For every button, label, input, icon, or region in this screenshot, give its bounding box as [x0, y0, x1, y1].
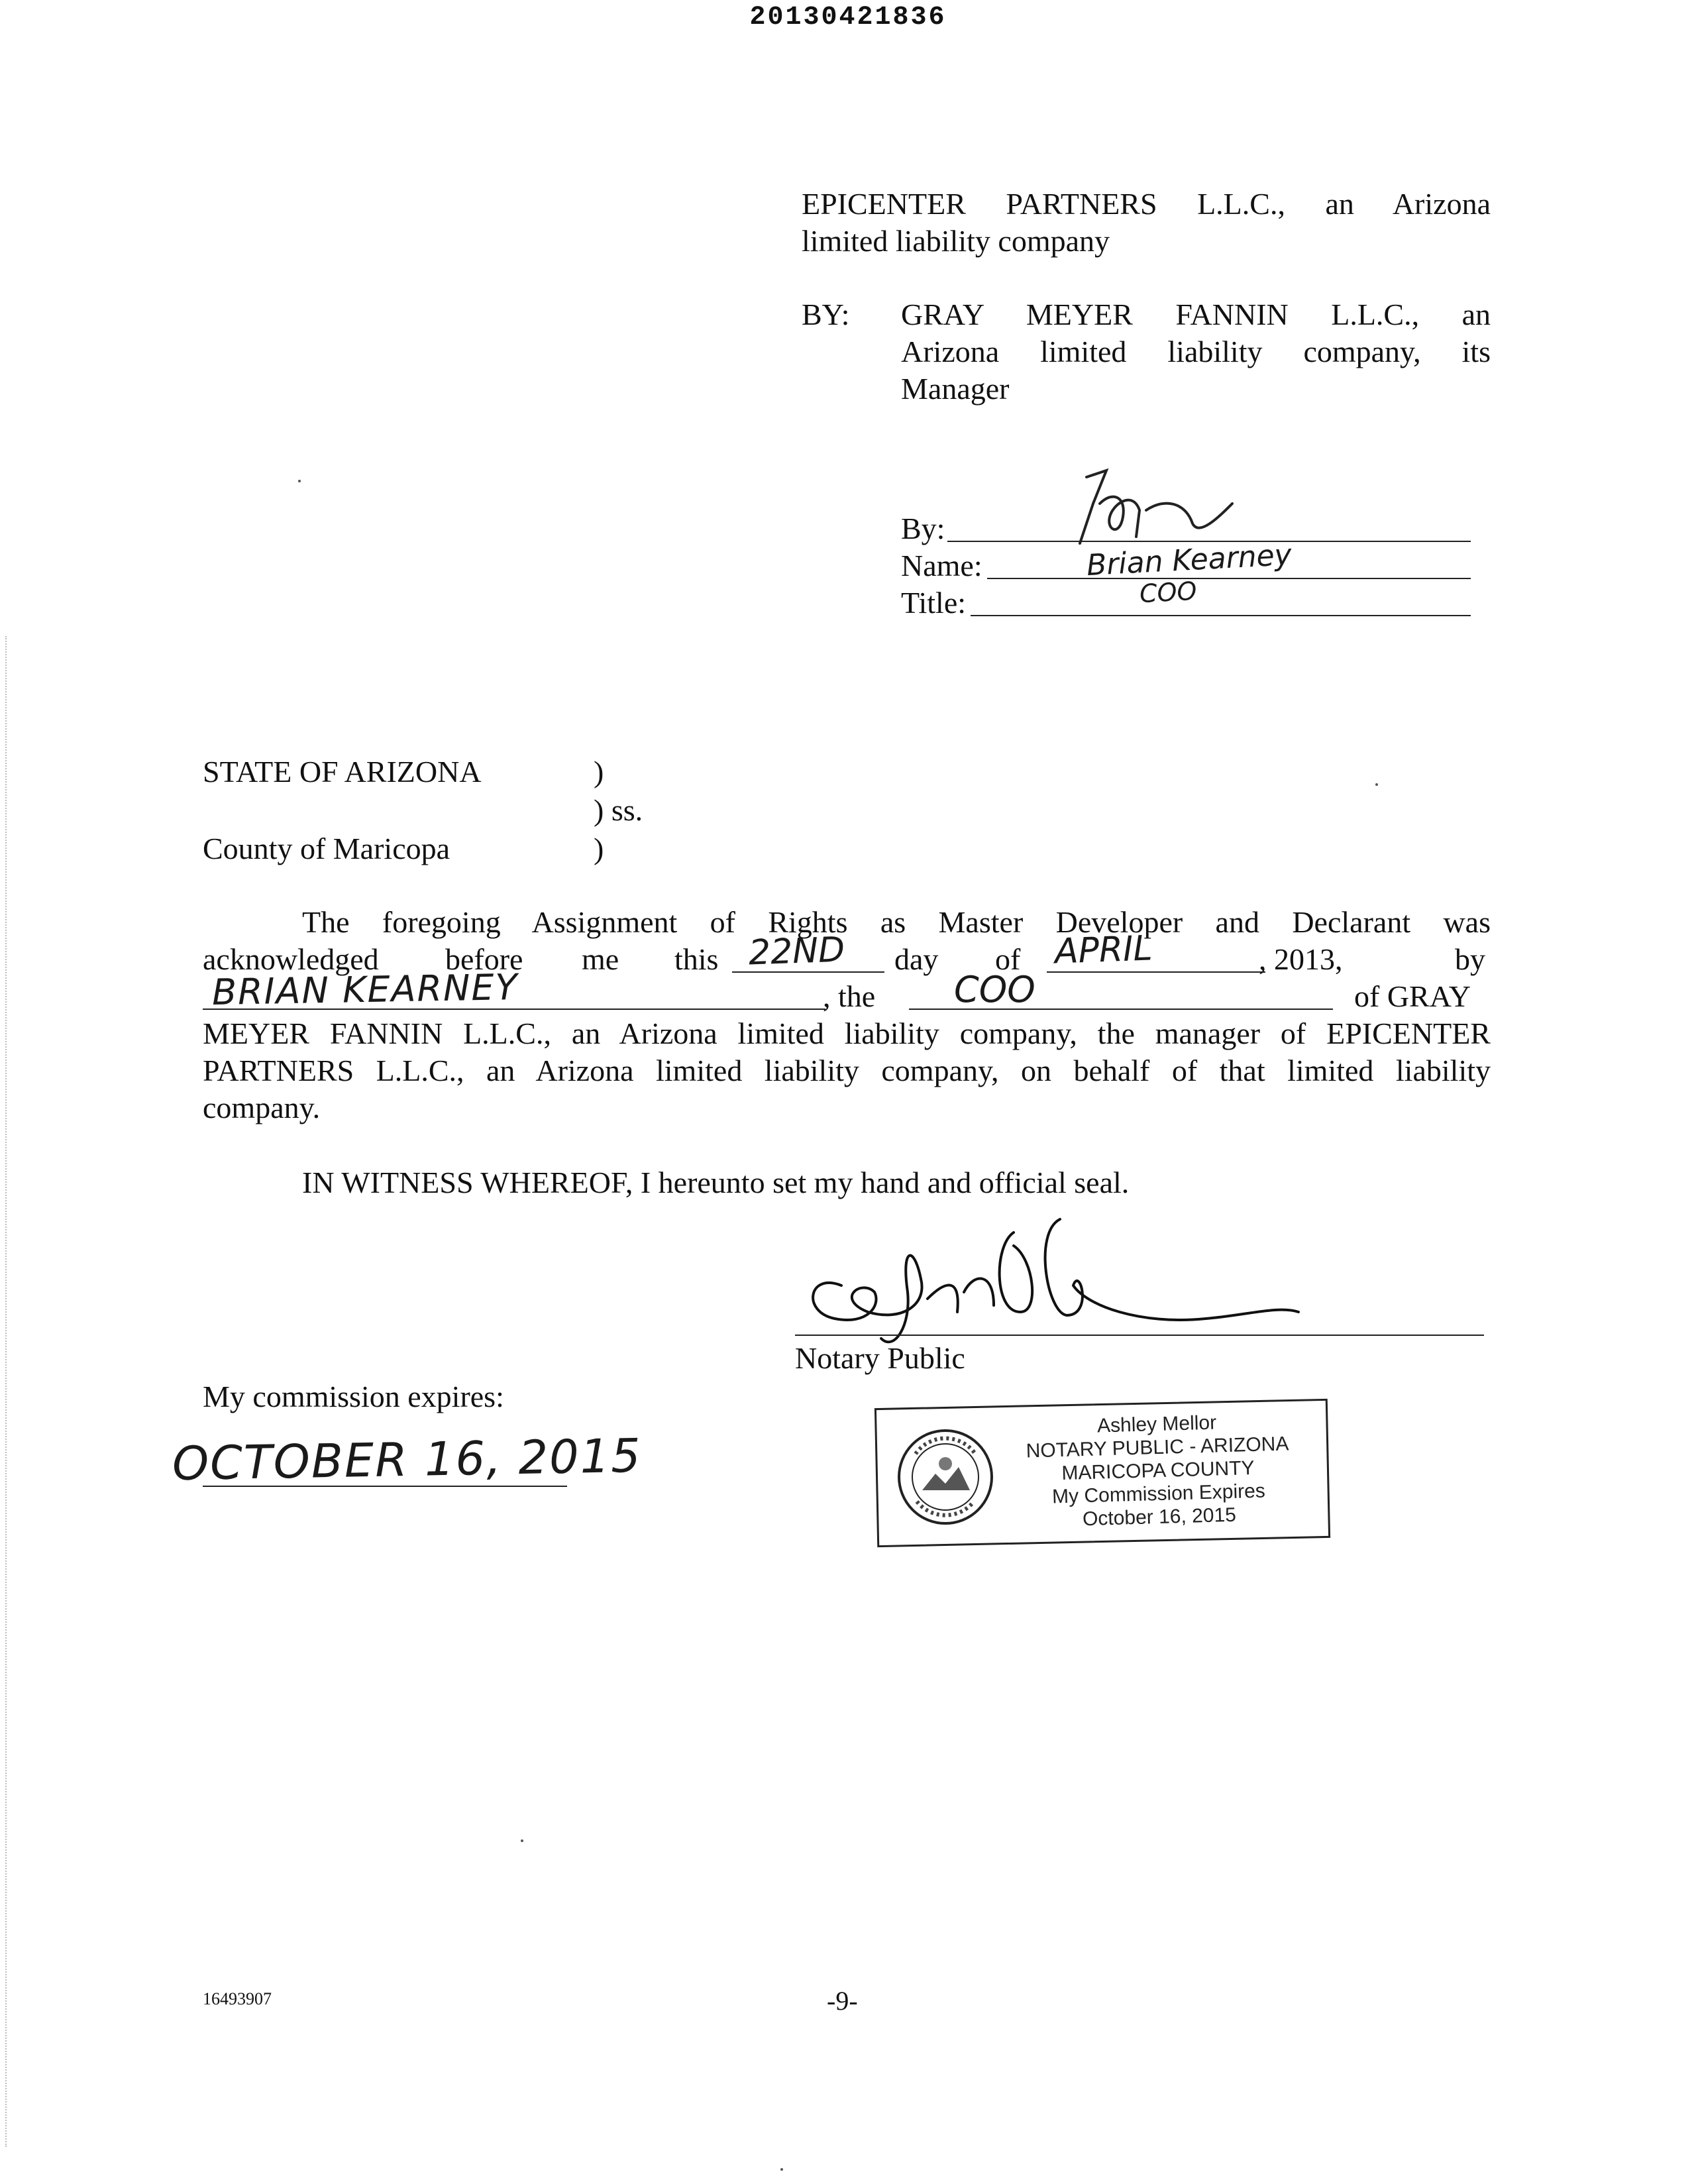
witness-clause: IN WITNESS WHEREOF, I hereunto set my hand and official seal. [302, 1166, 1130, 1199]
entity-name-line2: limited liability company [802, 224, 1110, 258]
ack-line6: company. [203, 1091, 321, 1124]
ack-word-by: by [1455, 942, 1485, 976]
commission-expires-label: My commission expires: [203, 1380, 504, 1413]
notary-stamp [876, 1403, 1329, 1543]
stamp-line4: My Commission Expires [1051, 1480, 1266, 1508]
notary-public-label: Notary Public [795, 1341, 965, 1375]
ack-word-of: of [995, 942, 1021, 976]
stamp-line2: NOTARY PUBLIC - ARIZONA [1026, 1433, 1289, 1462]
by-label: BY: [802, 298, 850, 331]
footer-page-number: -9- [827, 1986, 858, 2016]
title-line [971, 615, 1471, 616]
commission-expires-handwritten: OCTOBER 16, 2015 [172, 1428, 643, 1492]
venue-county: County of Maricopa [203, 832, 450, 865]
ack-word-me: me [582, 942, 619, 976]
scan-speck [521, 1839, 523, 1842]
manager-line3: Manager [901, 372, 1010, 406]
name-field-label: Name: [901, 549, 982, 582]
manager-line2: Arizona limited liability company, its [901, 335, 1491, 368]
footer-doc-id: 16493907 [203, 1989, 272, 2008]
venue-paren-3: ) [594, 832, 604, 865]
stamp-line1: Ashley Mellor [1096, 1411, 1217, 1437]
venue-ss: ) ss. [594, 793, 643, 827]
arizona-seal-icon [896, 1427, 995, 1527]
commission-expires-line [203, 1486, 567, 1487]
title-field-label: Title: [901, 586, 967, 620]
ack-word-day: day [894, 942, 939, 976]
scan-edge-artifact [5, 636, 7, 2147]
ack-word-this: this [674, 942, 719, 976]
scan-speck [298, 480, 301, 482]
ack-day-handwritten: 22ND [747, 930, 846, 973]
recording-number: 20130421836 [749, 3, 947, 32]
scan-speck [1375, 783, 1378, 786]
entity-name-line1: EPICENTER PARTNERS L.L.C., an Arizona [802, 187, 1491, 221]
ack-month-handwritten: APRIL [1053, 928, 1153, 972]
ack-word-before: before [445, 942, 523, 976]
stamp-line5: October 16, 2015 [1082, 1503, 1237, 1531]
title-handwritten: COO [1138, 576, 1198, 609]
ack-line1: The foregoing Assignment of Rights as Master Developer and Declarant was [302, 905, 1491, 939]
ack-title-handwritten: COO [954, 969, 1035, 1010]
ack-signer-handwritten: BRIAN KEARNEY [211, 965, 519, 1014]
ack-year: , 2013, [1259, 942, 1343, 976]
venue-state: STATE OF ARIZONA [203, 755, 482, 789]
notary-stamp-text [998, 1408, 1319, 1533]
ack-line4: MEYER FANNIN L.L.C., an Arizona limited liability company, the manager of EPICENTER [203, 1016, 1491, 1050]
ack-word-of-gray: of GRAY [1354, 979, 1471, 1013]
ack-month-line [1047, 971, 1265, 973]
name-handwritten: Brian Kearney [1085, 537, 1293, 583]
ack-word-the: , the [823, 979, 876, 1013]
by-field-label: By: [901, 512, 945, 545]
stamp-line3: MARICOPA COUNTY [1061, 1456, 1255, 1485]
name-line [987, 578, 1471, 579]
scan-speck [780, 2168, 783, 2171]
ack-word-acknowledged: acknowledged [203, 942, 379, 976]
venue-paren-1: ) [594, 755, 604, 789]
notary-signature-line [795, 1335, 1484, 1336]
manager-line1: GRAY MEYER FANNIN L.L.C., an [901, 298, 1491, 331]
ack-line5: PARTNERS L.L.C., an Arizona limited liability company, on behalf of that limited liability [203, 1054, 1491, 1087]
